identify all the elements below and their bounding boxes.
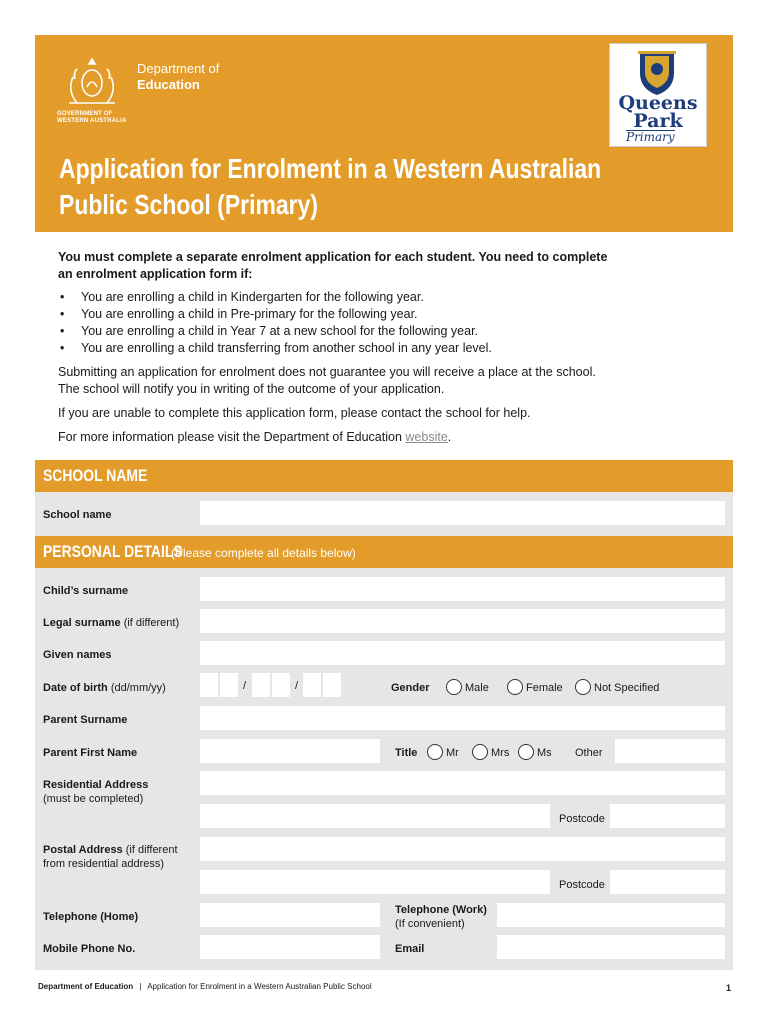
page-footer bbox=[38, 982, 372, 992]
footer-doc-title: Application for Enrolment in a Western Australian Public School bbox=[147, 982, 372, 991]
title-label: Title bbox=[395, 747, 418, 759]
list-item: • You are enrolling a child in Pre-primary for the following year. bbox=[58, 306, 698, 323]
dob-note: (dd/mm/yy) bbox=[110, 682, 166, 694]
dob-slash-2: / bbox=[295, 680, 299, 692]
telephone-work-text: Telephone (Work) bbox=[395, 904, 487, 916]
govt-line1: GOVERNMENT OF bbox=[57, 111, 113, 117]
footer-dept: Department of Education bbox=[38, 982, 134, 991]
childs-surname-label: Child’s surname bbox=[43, 585, 129, 597]
para3-text: For more information please visit the Department of Education bbox=[58, 430, 406, 444]
residential-postcode-label: Postcode bbox=[559, 813, 605, 825]
personal-details-heading: PERSONAL DETAILS bbox=[43, 542, 183, 561]
list-item: • You are enrolling a child transferring from another school in any year level. bbox=[58, 340, 698, 357]
website-link[interactable]: website bbox=[405, 430, 448, 444]
government-label bbox=[57, 111, 127, 125]
dob-month-digit-1[interactable] bbox=[252, 673, 270, 697]
postal-address-note2: from residential address) bbox=[43, 858, 165, 870]
logo-text-queens: Queens bbox=[618, 92, 698, 114]
page-title bbox=[59, 151, 682, 223]
telephone-home-field[interactable] bbox=[200, 903, 380, 927]
title-line1: Application for Enrolment in a Western Australian bbox=[59, 153, 602, 184]
residential-address-label bbox=[43, 778, 148, 806]
title-mr-radio[interactable] bbox=[427, 744, 443, 760]
given-names-field[interactable] bbox=[200, 641, 725, 665]
list-item: • You are enrolling a child in Year 7 at a new school for the following year. bbox=[58, 323, 698, 340]
postal-address-note1: (if different bbox=[125, 844, 178, 856]
govt-line2: WESTERN AUSTRALIA bbox=[57, 118, 127, 124]
intro-section bbox=[58, 249, 698, 446]
footer-separator: | bbox=[139, 982, 142, 991]
page-number: 1 bbox=[726, 983, 732, 993]
gender-female-radio[interactable] bbox=[507, 679, 523, 695]
title-mrs-label: Mrs bbox=[491, 747, 510, 759]
title-ms-label: Ms bbox=[537, 747, 552, 759]
mobile-phone-field[interactable] bbox=[200, 935, 380, 959]
gender-male-label: Male bbox=[465, 682, 489, 694]
telephone-work-field[interactable] bbox=[497, 903, 725, 927]
department-wordmark bbox=[137, 61, 219, 93]
logo-text-park: Park bbox=[633, 110, 683, 132]
dob-day-digit-1[interactable] bbox=[200, 673, 218, 697]
dob-year-digit-1[interactable] bbox=[303, 673, 321, 697]
title-mrs-radio[interactable] bbox=[472, 744, 488, 760]
intro-para3 bbox=[58, 429, 698, 446]
legal-surname-field[interactable] bbox=[200, 609, 725, 633]
list-item: • You are enrolling a child in Kindergarten for the following year. bbox=[58, 289, 698, 306]
postal-postcode-label: Postcode bbox=[559, 879, 605, 891]
parent-first-name-field[interactable] bbox=[200, 739, 380, 763]
dob-month-digit-2[interactable] bbox=[272, 673, 290, 697]
dob-year-digit-2[interactable] bbox=[323, 673, 341, 697]
dob-day-digit-2[interactable] bbox=[220, 673, 238, 697]
title-ms-radio[interactable] bbox=[518, 744, 534, 760]
title-line2: Public School (Primary) bbox=[59, 189, 319, 220]
lead-line1: You must complete a separate enrolment application for each student. You need to complete bbox=[58, 250, 608, 264]
dob-slash-1: / bbox=[243, 680, 247, 692]
school-shield-icon bbox=[632, 47, 682, 97]
intro-para2: If you are unable to complete this application form, please contact the school for help. bbox=[58, 406, 531, 420]
intro-bullets bbox=[58, 289, 698, 357]
intro-para1 bbox=[58, 364, 698, 398]
gender-male-radio[interactable] bbox=[446, 679, 462, 695]
lead-line2: an enrolment application form if: bbox=[58, 267, 253, 281]
residential-address-text: Residential Address bbox=[43, 779, 149, 791]
email-label: Email bbox=[395, 943, 425, 955]
postal-address-line2-field[interactable] bbox=[200, 870, 550, 894]
school-name-label: School name bbox=[43, 509, 112, 521]
given-names-label: Given names bbox=[43, 649, 112, 661]
postal-postcode-field[interactable] bbox=[610, 870, 725, 894]
dept-line1: Department of bbox=[137, 61, 220, 76]
parent-first-name-label: Parent First Name bbox=[43, 747, 138, 759]
school-name-panel bbox=[35, 492, 733, 536]
school-name-heading-band bbox=[35, 460, 733, 492]
parent-surname-field[interactable] bbox=[200, 706, 725, 730]
personal-details-subheading: (Please complete all details below) bbox=[171, 546, 356, 560]
para3-end: . bbox=[447, 430, 452, 444]
legal-surname-label bbox=[43, 616, 179, 630]
header-banner bbox=[35, 35, 733, 232]
postal-address-line1-field[interactable] bbox=[200, 837, 725, 861]
gender-female-label: Female bbox=[526, 682, 563, 694]
dob-label bbox=[43, 681, 166, 695]
residential-address-line1-field[interactable] bbox=[200, 771, 725, 795]
para1-line2: The school will notify you in writing of the outcome of your application. bbox=[58, 382, 445, 396]
dob-text: Date of birth bbox=[43, 682, 108, 694]
postal-address-text: Postal Address bbox=[43, 844, 123, 856]
school-name-heading: SCHOOL NAME bbox=[43, 466, 148, 485]
personal-details-heading-band bbox=[35, 536, 733, 568]
title-other-label: Other bbox=[575, 747, 603, 759]
parent-surname-label: Parent Surname bbox=[43, 714, 128, 726]
gender-not-specified-radio[interactable] bbox=[575, 679, 591, 695]
logo-text-primary: Primary bbox=[626, 130, 675, 144]
mobile-phone-label: Mobile Phone No. bbox=[43, 943, 136, 955]
legal-surname-note: (if different) bbox=[123, 617, 180, 629]
intro-lead bbox=[58, 249, 698, 283]
legal-surname-text: Legal surname bbox=[43, 617, 121, 629]
school-name-field[interactable] bbox=[200, 501, 725, 525]
school-logo bbox=[609, 43, 707, 147]
telephone-work-note: (If convenient) bbox=[395, 918, 465, 930]
residential-postcode-field[interactable] bbox=[610, 804, 725, 828]
residential-address-note: (must be completed) bbox=[43, 793, 144, 805]
telephone-work-label bbox=[395, 903, 487, 931]
title-mr-label: Mr bbox=[446, 747, 459, 759]
title-other-field[interactable] bbox=[615, 739, 725, 763]
personal-details-panel bbox=[35, 568, 733, 970]
para1-line1: Submitting an application for enrolment does not guarantee you will receive a place at the school. bbox=[58, 365, 596, 379]
wa-coat-of-arms-icon bbox=[63, 55, 121, 111]
childs-surname-field[interactable] bbox=[200, 577, 725, 601]
gender-label: Gender bbox=[391, 682, 430, 694]
postal-address-label bbox=[43, 843, 178, 871]
dept-line2: Education bbox=[137, 77, 200, 92]
residential-address-line2-field[interactable] bbox=[200, 804, 550, 828]
telephone-home-label: Telephone (Home) bbox=[43, 911, 139, 923]
gender-not-specified-label: Not Specified bbox=[594, 682, 660, 694]
email-field[interactable] bbox=[497, 935, 725, 959]
